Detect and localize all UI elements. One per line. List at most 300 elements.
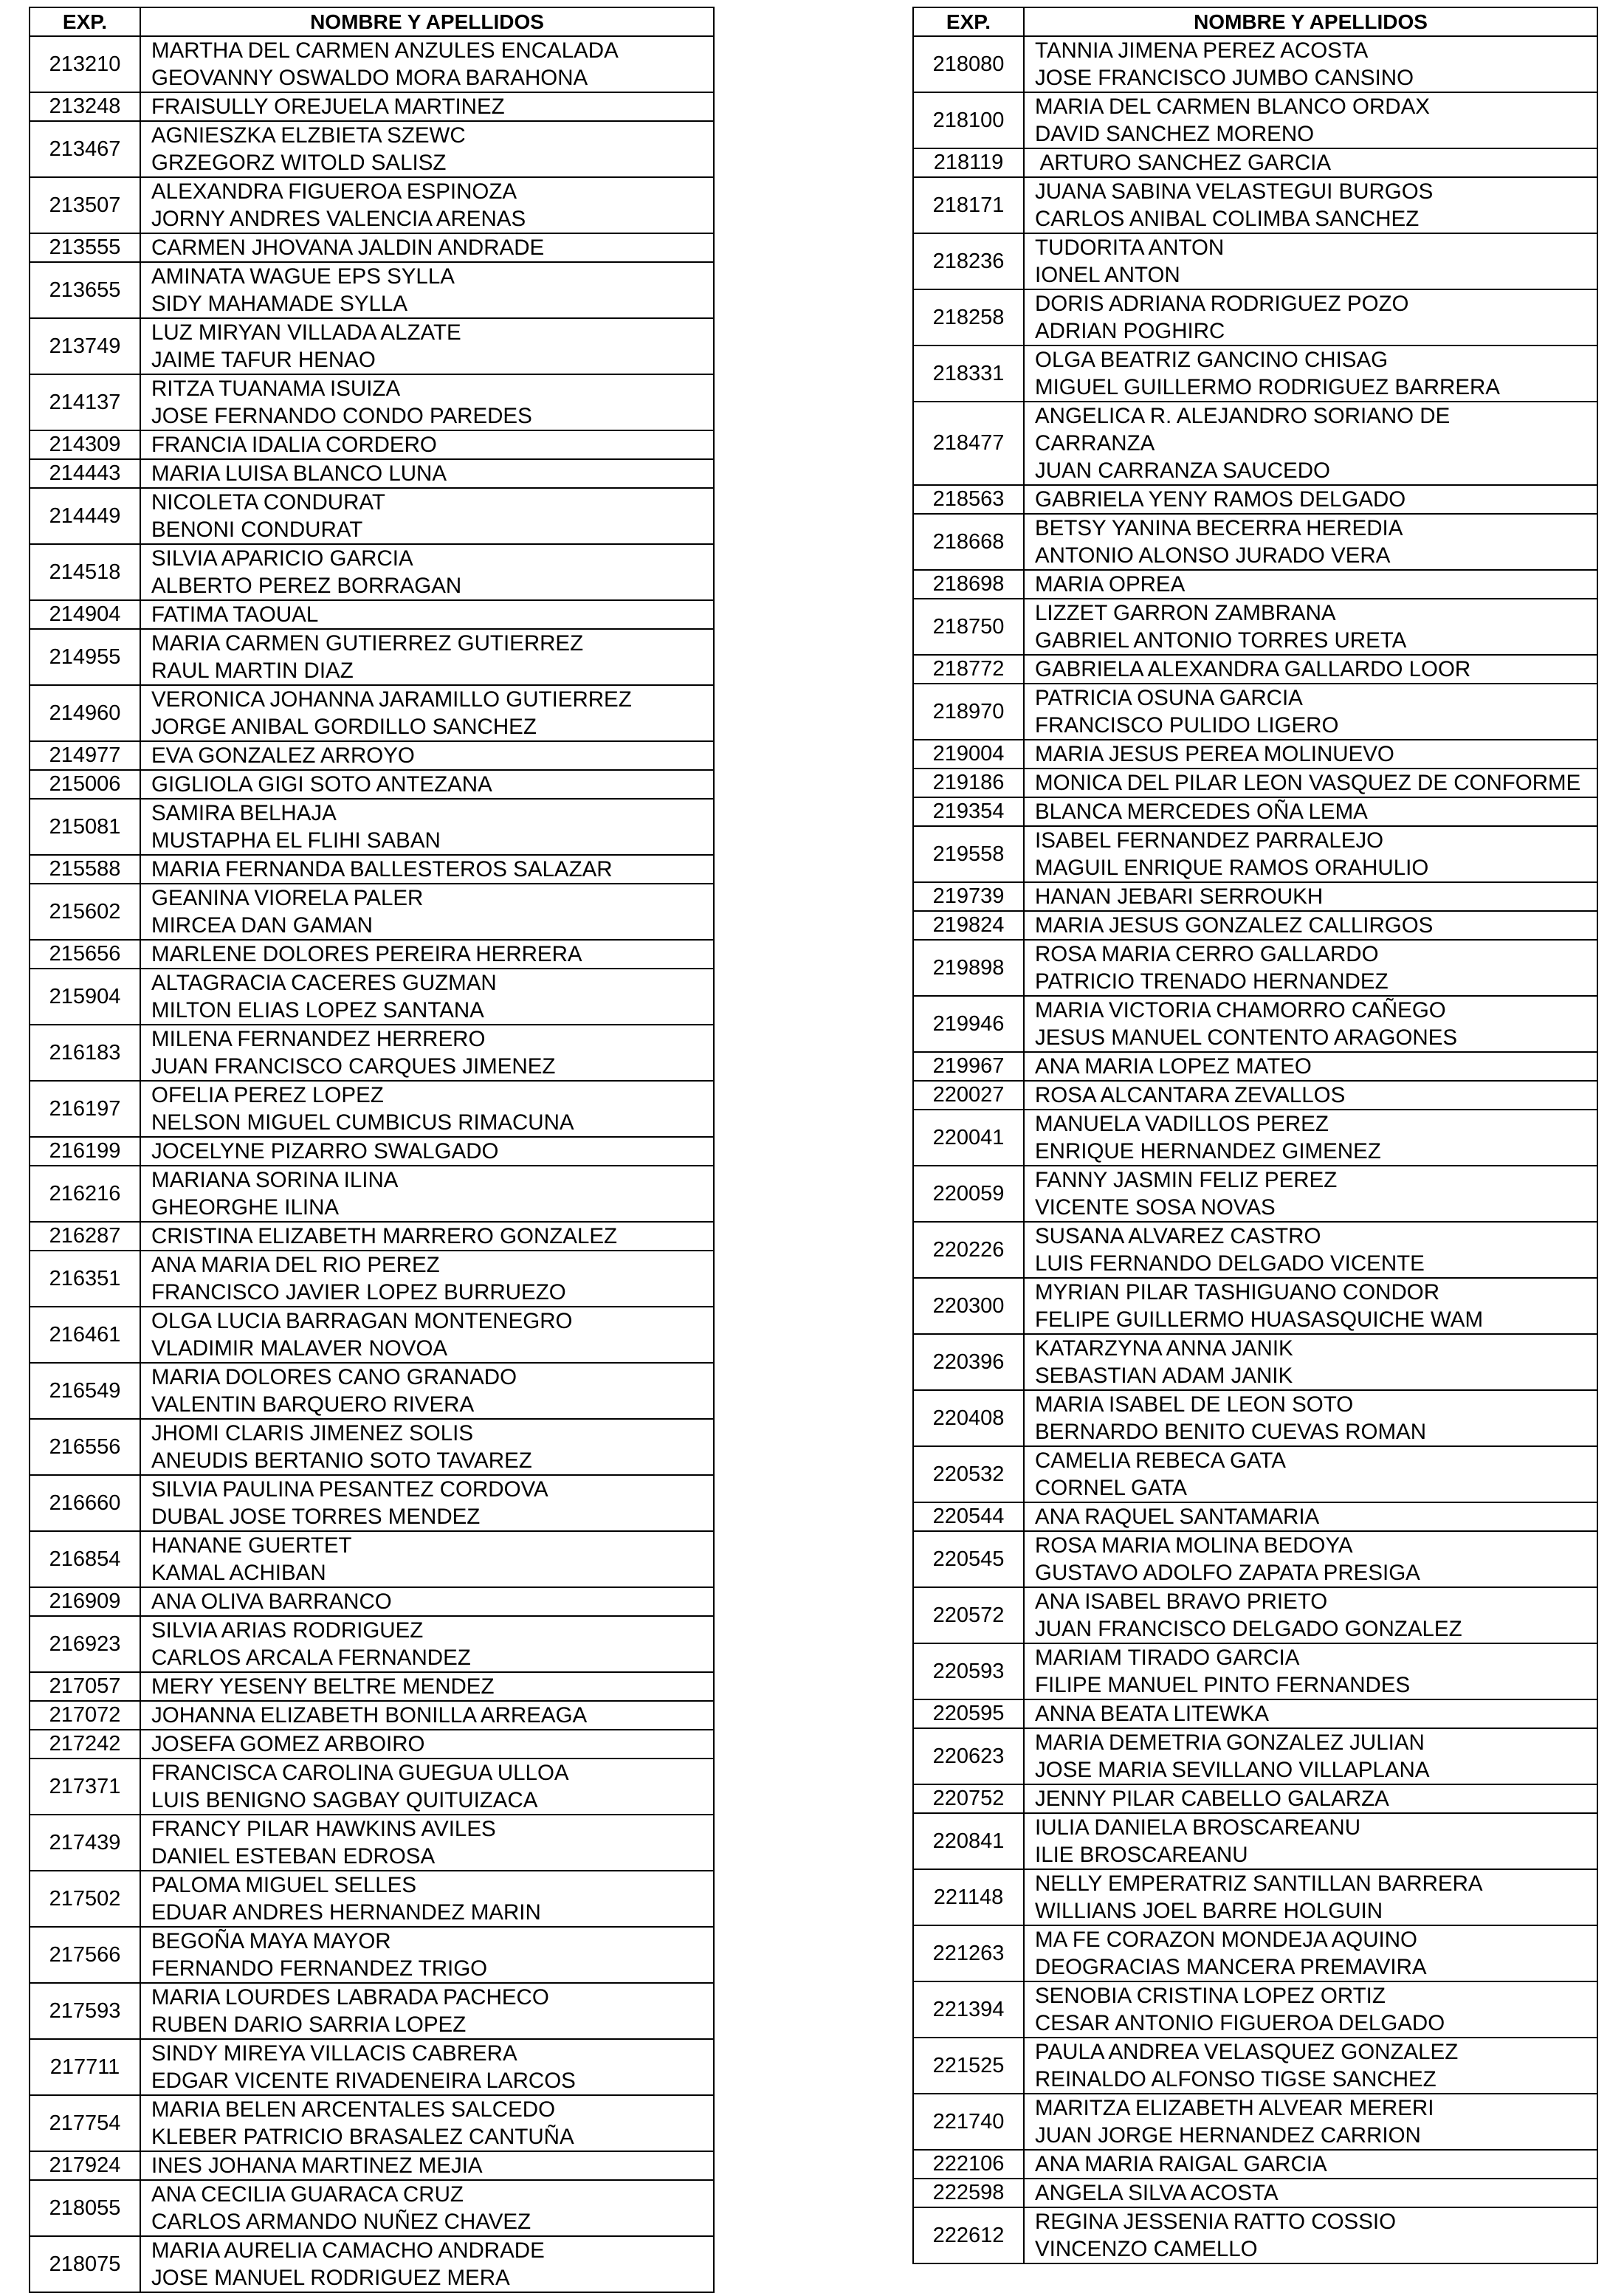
table-row <box>30 1730 714 1759</box>
left-table-body <box>30 36 714 2292</box>
names-cell <box>140 1475 714 1531</box>
name-line: ENRIQUE HERNANDEZ GIMENEZ <box>1035 1139 1381 1163</box>
names-cell <box>140 1222 714 1251</box>
exp-cell: 217242 <box>30 1730 140 1759</box>
name-line: HANAN JEBARI SERROUKH <box>1035 884 1324 909</box>
names-cell <box>140 884 714 940</box>
names-cell <box>140 374 714 430</box>
exp-cell: 219824 <box>913 911 1024 940</box>
name-line: PALOMA MIGUEL SELLES <box>151 1873 417 1897</box>
names-cell <box>1024 1813 1597 1869</box>
names-cell <box>140 1983 714 2039</box>
name-line: KAMAL ACHIBAN <box>151 1561 326 1585</box>
names-cell <box>1024 1643 1597 1699</box>
table-row <box>30 799 714 855</box>
name-line: ANNA BEATA LITEWKA <box>1035 1702 1269 1726</box>
exp-cell: 216461 <box>30 1307 140 1363</box>
name-line: MILENA FERNANDEZ HERRERO <box>151 1027 486 1051</box>
name-line: HANANE GUERTET <box>151 1533 352 1558</box>
name-line: SIDY MAHAMADE SYLLA <box>151 292 408 316</box>
exp-cell: 218772 <box>913 655 1024 684</box>
names-cell <box>1024 148 1597 177</box>
table-row <box>913 1531 1597 1587</box>
exp-cell: 221740 <box>913 2094 1024 2150</box>
name-line: JOSE FRANCISCO JUMBO CANSINO <box>1035 66 1414 90</box>
table-row <box>30 318 714 374</box>
names-cell <box>140 488 714 544</box>
name-line: MARLENE DOLORES PEREIRA HERRERA <box>151 942 582 966</box>
table-row <box>913 826 1597 882</box>
name-line: EDGAR VICENTE RIVADENEIRA LARCOS <box>151 2069 576 2093</box>
name-line: OLGA LUCIA BARRAGAN MONTENEGRO <box>151 1309 573 1333</box>
name-line: JORNY ANDRES VALENCIA ARENAS <box>151 207 526 231</box>
name-line: CARMEN JHOVANA JALDIN ANDRADE <box>151 236 545 260</box>
names-cell <box>140 741 714 770</box>
exp-cell: 214309 <box>30 430 140 459</box>
exp-cell: 218171 <box>913 177 1024 233</box>
name-line: MIGUEL GUILLERMO RODRIGUEZ BARRERA <box>1035 375 1500 399</box>
exp-cell: 220532 <box>913 1446 1024 1502</box>
names-cell <box>140 1166 714 1222</box>
name-line: BERNARDO BENITO CUEVAS ROMAN <box>1035 1420 1426 1444</box>
exp-cell: 220544 <box>913 1502 1024 1531</box>
name-line: FRANCISCA CAROLINA GUEGUA ULLOA <box>151 1761 569 1785</box>
name-line: EDUAR ANDRES HERNANDEZ MARIN <box>151 1900 541 1925</box>
exp-cell: 218668 <box>913 514 1024 570</box>
table-row <box>913 1334 1597 1390</box>
exp-cell: 218080 <box>913 36 1024 92</box>
table-row <box>913 148 1597 177</box>
name-line: MARIA OPREA <box>1035 572 1186 597</box>
names-cell <box>1024 882 1597 911</box>
exp-cell: 215656 <box>30 940 140 969</box>
table-row <box>30 1983 714 2039</box>
table-row <box>30 855 714 884</box>
names-cell <box>1024 1052 1597 1081</box>
name-line: ANGELICA R. ALEJANDRO SORIANO DE <box>1035 404 1451 428</box>
names-cell <box>140 36 714 92</box>
name-line: KATARZYNA ANNA JANIK <box>1035 1336 1293 1361</box>
table-row <box>913 92 1597 148</box>
name-line: GUSTAVO ADOLFO ZAPATA PRESIGA <box>1035 1561 1420 1585</box>
exp-cell: 214955 <box>30 629 140 685</box>
table-row <box>30 544 714 600</box>
exp-cell: 216287 <box>30 1222 140 1251</box>
table-row <box>30 1419 714 1475</box>
exp-cell: 218698 <box>913 570 1024 599</box>
name-line: RUBEN DARIO SARRIA LOPEZ <box>151 2012 467 2037</box>
table-row <box>30 262 714 318</box>
table-row <box>30 1137 714 1166</box>
table-row <box>913 599 1597 655</box>
exp-cell: 218331 <box>913 346 1024 402</box>
name-line: JUAN FRANCISCO DELGADO GONZALEZ <box>1035 1617 1462 1641</box>
name-line: MANUELA VADILLOS PEREZ <box>1035 1112 1329 1136</box>
names-header: NOMBRE Y APELLIDOS <box>140 7 714 36</box>
exp-cell: 216923 <box>30 1616 140 1672</box>
exp-cell: 213655 <box>30 262 140 318</box>
exp-cell: 219946 <box>913 996 1024 1052</box>
name-line: ROSA ALCANTARA ZEVALLOS <box>1035 1083 1346 1107</box>
name-line: CARRANZA <box>1035 431 1155 455</box>
name-line: MARIA DEMETRIA GONZALEZ JULIAN <box>1035 1730 1425 1755</box>
table-row <box>30 600 714 629</box>
name-line: DAVID SANCHEZ MORENO <box>1035 122 1315 146</box>
name-line: FRANCISCO JAVIER LOPEZ BURRUEZO <box>151 1280 566 1304</box>
name-line: MARIA FERNANDA BALLESTEROS SALAZAR <box>151 857 613 881</box>
table-row <box>913 233 1597 289</box>
name-line: ALTAGRACIA CACERES GUZMAN <box>151 971 497 995</box>
name-line: ALEXANDRA FIGUEROA ESPINOZA <box>151 179 517 204</box>
name-line: ANA MARIA LOPEZ MATEO <box>1035 1054 1312 1079</box>
name-line: MARIANA SORINA ILINA <box>151 1168 399 1192</box>
exp-cell: 214443 <box>30 459 140 488</box>
names-cell <box>140 1759 714 1815</box>
right-table <box>912 7 1598 2264</box>
table-row <box>30 1587 714 1616</box>
exp-header: EXP. <box>30 7 140 36</box>
name-line: MAGUIL ENRIQUE RAMOS ORAHULIO <box>1035 856 1429 880</box>
name-line: ANTONIO ALONSO JURADO VERA <box>1035 543 1391 568</box>
names-cell <box>140 1531 714 1587</box>
table-row <box>913 996 1597 1052</box>
names-cell <box>1024 1728 1597 1784</box>
exp-cell: 220572 <box>913 1587 1024 1643</box>
name-line: DUBAL JOSE TORRES MENDEZ <box>151 1505 481 1529</box>
name-line: SEBASTIAN ADAM JANIK <box>1035 1364 1293 1388</box>
names-cell <box>140 459 714 488</box>
names-cell <box>1024 1222 1597 1278</box>
name-line: SUSANA ALVAREZ CASTRO <box>1035 1224 1321 1248</box>
exp-cell: 218236 <box>913 233 1024 289</box>
name-line: VERONICA JOHANNA JARAMILLO GUTIERREZ <box>151 687 632 712</box>
names-cell <box>140 2180 714 2236</box>
exp-cell: 218100 <box>913 92 1024 148</box>
exp-cell: 220408 <box>913 1390 1024 1446</box>
table-row <box>913 655 1597 684</box>
table-row <box>30 969 714 1025</box>
table-row <box>913 1728 1597 1784</box>
names-cell <box>140 1363 714 1419</box>
name-line: MARIA CARMEN GUTIERREZ GUTIERREZ <box>151 631 584 656</box>
name-line: LUIS BENIGNO SAGBAY QUITUIZACA <box>151 1788 538 1812</box>
name-line: FRAISULLY OREJUELA MARTINEZ <box>151 94 505 119</box>
exp-cell: 220226 <box>913 1222 1024 1278</box>
names-cell <box>1024 599 1597 655</box>
table-row <box>30 1927 714 1983</box>
names-cell <box>140 685 714 741</box>
exp-cell: 220545 <box>913 1531 1024 1587</box>
table-row <box>913 911 1597 940</box>
table-row <box>30 1531 714 1587</box>
names-cell <box>1024 2094 1597 2150</box>
names-cell <box>1024 514 1597 570</box>
name-line: CESAR ANTONIO FIGUEROA DELGADO <box>1035 2011 1445 2035</box>
exp-cell: 215006 <box>30 770 140 799</box>
table-row <box>30 374 714 430</box>
exp-cell: 221148 <box>913 1869 1024 1925</box>
name-line: JENNY PILAR CABELLO GALARZA <box>1035 1787 1389 1811</box>
name-line: BENONI CONDURAT <box>151 518 363 542</box>
name-line: TANNIA JIMENA PEREZ ACOSTA <box>1035 38 1369 63</box>
exp-cell: 216556 <box>30 1419 140 1475</box>
table-row <box>30 1222 714 1251</box>
table-row <box>30 488 714 544</box>
table-row <box>30 1871 714 1927</box>
name-line: DORIS ADRIANA RODRIGUEZ POZO <box>1035 292 1409 316</box>
name-line: JOSE MARIA SEVILLANO VILLAPLANA <box>1035 1758 1430 1782</box>
names-cell <box>140 2151 714 2180</box>
exp-cell: 215588 <box>30 855 140 884</box>
exp-cell: 218075 <box>30 2236 140 2292</box>
exp-cell: 214449 <box>30 488 140 544</box>
name-line: MIRCEA DAN GAMAN <box>151 913 373 938</box>
exp-cell: 220841 <box>913 1813 1024 1869</box>
table-row <box>30 1081 714 1137</box>
name-line: CRISTINA ELIZABETH MARRERO GONZALEZ <box>151 1224 618 1248</box>
exp-cell: 215081 <box>30 799 140 855</box>
exp-cell: 220041 <box>913 1110 1024 1166</box>
names-cell <box>140 1587 714 1616</box>
left-table <box>29 7 715 2293</box>
names-cell <box>1024 1110 1597 1166</box>
name-line: ARTURO SANCHEZ GARCIA <box>1035 151 1332 175</box>
table-row <box>913 2150 1597 2179</box>
table-row <box>913 1587 1597 1643</box>
table-row <box>30 1166 714 1222</box>
name-line: JUAN JORGE HERNANDEZ CARRION <box>1035 2123 1421 2148</box>
exp-cell: 214518 <box>30 544 140 600</box>
table-row <box>913 1502 1597 1531</box>
names-cell <box>1024 1587 1597 1643</box>
table-row <box>30 1363 714 1419</box>
names-cell <box>140 1701 714 1730</box>
name-line: SILVIA ARIAS RODRIGUEZ <box>151 1618 424 1643</box>
names-cell <box>140 940 714 969</box>
table-row <box>30 177 714 233</box>
exp-cell: 216909 <box>30 1587 140 1616</box>
names-cell <box>140 969 714 1025</box>
exp-cell: 217072 <box>30 1701 140 1730</box>
table-row <box>30 430 714 459</box>
name-line: REINALDO ALFONSO TIGSE SANCHEZ <box>1035 2067 1437 2091</box>
exp-cell: 214904 <box>30 600 140 629</box>
exp-cell: 220396 <box>913 1334 1024 1390</box>
exp-cell: 218258 <box>913 289 1024 346</box>
exp-cell: 222598 <box>913 2179 1024 2207</box>
table-row <box>913 1699 1597 1728</box>
names-cell <box>140 1815 714 1871</box>
exp-cell: 213749 <box>30 318 140 374</box>
names-cell <box>1024 233 1597 289</box>
table-row <box>913 346 1597 402</box>
name-line: GRZEGORZ WITOLD SALISZ <box>151 151 447 175</box>
exp-cell: 219967 <box>913 1052 1024 1081</box>
table-row <box>30 1759 714 1815</box>
table-row <box>30 233 714 262</box>
table-row <box>913 177 1597 233</box>
exp-cell: 216660 <box>30 1475 140 1531</box>
names-cell <box>140 1419 714 1475</box>
name-line: FRANCIA IDALIA CORDERO <box>151 433 437 457</box>
name-line: JOHANNA ELIZABETH BONILLA ARREAGA <box>151 1703 588 1728</box>
table-row <box>913 2038 1597 2094</box>
names-cell <box>1024 1334 1597 1390</box>
name-line: MARITZA ELIZABETH ALVEAR MERERI <box>1035 2096 1434 2120</box>
exp-cell: 218563 <box>913 485 1024 514</box>
names-cell <box>1024 940 1597 996</box>
name-line: GIGLIOLA GIGI SOTO ANTEZANA <box>151 772 492 797</box>
names-cell <box>1024 996 1597 1052</box>
names-cell <box>140 629 714 685</box>
exp-cell: 218750 <box>913 599 1024 655</box>
names-cell <box>1024 1278 1597 1334</box>
names-cell <box>1024 2207 1597 2263</box>
name-line: VINCENZO CAMELLO <box>1035 2237 1258 2261</box>
name-line: CORNEL GATA <box>1035 1476 1187 1500</box>
names-cell <box>1024 570 1597 599</box>
exp-cell: 220595 <box>913 1699 1024 1728</box>
name-line: JHOMI CLARIS JIMENEZ SOLIS <box>151 1421 474 1445</box>
name-line: MUSTAPHA EL FLIHI SABAN <box>151 828 441 853</box>
name-line: SILVIA PAULINA PESANTEZ CORDOVA <box>151 1477 548 1502</box>
name-line: MYRIAN PILAR TASHIGUANO CONDOR <box>1035 1280 1440 1304</box>
names-cell <box>1024 402 1597 485</box>
table-row <box>913 1981 1597 2038</box>
table-row <box>913 2094 1597 2150</box>
name-line: OLGA BEATRIZ GANCINO CHISAG <box>1035 348 1389 372</box>
names-cell <box>140 2039 714 2095</box>
exp-cell: 217439 <box>30 1815 140 1871</box>
names-cell <box>1024 2150 1597 2179</box>
names-cell <box>1024 1784 1597 1813</box>
table-row <box>913 797 1597 826</box>
name-line: ANEUDIS BERTANIO SOTO TAVAREZ <box>151 1448 532 1473</box>
exp-header: EXP. <box>913 7 1024 36</box>
exp-cell: 215904 <box>30 969 140 1025</box>
names-cell <box>140 2236 714 2292</box>
name-line: SILVIA APARICIO GARCIA <box>151 546 413 571</box>
exp-cell: 214960 <box>30 685 140 741</box>
name-line: MARIA JESUS PEREA MOLINUEVO <box>1035 742 1394 766</box>
exp-cell: 216197 <box>30 1081 140 1137</box>
exp-cell: 219004 <box>913 740 1024 769</box>
table-row <box>913 570 1597 599</box>
exp-cell: 220752 <box>913 1784 1024 1813</box>
name-line: DEOGRACIAS MANCERA PREMAVIRA <box>1035 1955 1427 1979</box>
name-line: OFELIA PEREZ LOPEZ <box>151 1083 384 1107</box>
name-line: FERNANDO FERNANDEZ TRIGO <box>151 1956 488 1981</box>
names-cell <box>140 544 714 600</box>
table-row <box>30 685 714 741</box>
name-line: ANA CECILIA GUARACA CRUZ <box>151 2182 464 2207</box>
names-cell <box>140 1616 714 1672</box>
exp-cell: 216854 <box>30 1531 140 1587</box>
name-line: JESUS MANUEL CONTENTO ARAGONES <box>1035 1025 1458 1050</box>
name-line: NICOLETA CONDURAT <box>151 490 385 515</box>
exp-cell: 215602 <box>30 884 140 940</box>
name-line: ILIE BROSCAREANU <box>1035 1843 1248 1867</box>
name-line: MARIA AURELIA CAMACHO ANDRADE <box>151 2238 545 2263</box>
name-line: REGINA JESSENIA RATTO COSSIO <box>1035 2210 1397 2234</box>
name-line: JUAN FRANCISCO CARQUES JIMENEZ <box>151 1054 556 1079</box>
names-cell <box>1024 36 1597 92</box>
table-row <box>30 121 714 177</box>
name-line: JOSE MANUEL RODRIGUEZ MERA <box>151 2266 510 2290</box>
name-line: PATRICIO TRENADO HERNANDEZ <box>1035 969 1389 994</box>
exp-cell: 216199 <box>30 1137 140 1166</box>
names-cell <box>1024 1502 1597 1531</box>
table-row <box>913 940 1597 996</box>
names-header: NOMBRE Y APELLIDOS <box>1024 7 1597 36</box>
name-line: MERY YESENY BELTRE MENDEZ <box>151 1674 495 1699</box>
name-line: GEANINA VIORELA PALER <box>151 886 424 910</box>
table-row <box>913 36 1597 92</box>
exp-cell: 222612 <box>913 2207 1024 2263</box>
exp-cell: 216351 <box>30 1251 140 1307</box>
names-cell <box>140 600 714 629</box>
name-line: LUZ MIRYAN VILLADA ALZATE <box>151 320 461 345</box>
name-line: AGNIESZKA ELZBIETA SZEWC <box>151 123 466 148</box>
name-line: MARIAM TIRADO GARCIA <box>1035 1646 1300 1670</box>
name-line: ROSA MARIA MOLINA BEDOYA <box>1035 1533 1353 1558</box>
table-row <box>913 882 1597 911</box>
table-row <box>913 684 1597 740</box>
name-line: TUDORITA ANTON <box>1035 236 1225 260</box>
table-row <box>913 1813 1597 1869</box>
name-line: MA FE CORAZON MONDEJA AQUINO <box>1035 1928 1417 1952</box>
exp-cell: 220300 <box>913 1278 1024 1334</box>
table-row <box>913 485 1597 514</box>
names-cell <box>1024 1531 1597 1587</box>
name-line: DANIEL ESTEBAN EDROSA <box>151 1844 436 1869</box>
table-row <box>913 514 1597 570</box>
names-cell <box>140 1251 714 1307</box>
table-row <box>913 1869 1597 1925</box>
names-cell <box>1024 740 1597 769</box>
name-line: ANA MARIA DEL RIO PEREZ <box>151 1253 440 1277</box>
name-line: KLEBER PATRICIO BRASALEZ CANTUÑA <box>151 2125 574 2149</box>
table-row <box>30 1475 714 1531</box>
table-row <box>913 2179 1597 2207</box>
name-line: CARLOS ARMANDO NUÑEZ CHAVEZ <box>151 2210 531 2234</box>
name-line: MARIA ISABEL DE LEON SOTO <box>1035 1392 1354 1417</box>
names-cell <box>1024 684 1597 740</box>
names-cell <box>140 262 714 318</box>
name-line: ANA MARIA RAIGAL GARCIA <box>1035 2152 1327 2176</box>
table-row <box>30 1815 714 1871</box>
names-cell <box>1024 655 1597 684</box>
exp-cell: 219739 <box>913 882 1024 911</box>
exp-cell: 221263 <box>913 1925 1024 1981</box>
table-row <box>30 1251 714 1307</box>
header-row <box>913 7 1597 36</box>
names-cell <box>1024 1925 1597 1981</box>
names-cell <box>1024 826 1597 882</box>
names-cell <box>1024 797 1597 826</box>
name-line: JORGE ANIBAL GORDILLO SANCHEZ <box>151 715 537 739</box>
table-row <box>30 2236 714 2292</box>
name-line: FRANCISCO PULIDO LIGERO <box>1035 713 1339 738</box>
exp-cell: 221525 <box>913 2038 1024 2094</box>
table-row <box>30 36 714 92</box>
name-line: SAMIRA BELHAJA <box>151 801 337 825</box>
name-line: GABRIELA ALEXANDRA GALLARDO LOOR <box>1035 657 1471 681</box>
right-table-body <box>913 36 1597 2263</box>
name-line: BEGOÑA MAYA MAYOR <box>151 1929 391 1953</box>
name-line: INES JOHANA MARTINEZ MEJIA <box>151 2153 483 2178</box>
name-line: MARTHA DEL CARMEN ANZULES ENCALADA <box>151 38 619 63</box>
